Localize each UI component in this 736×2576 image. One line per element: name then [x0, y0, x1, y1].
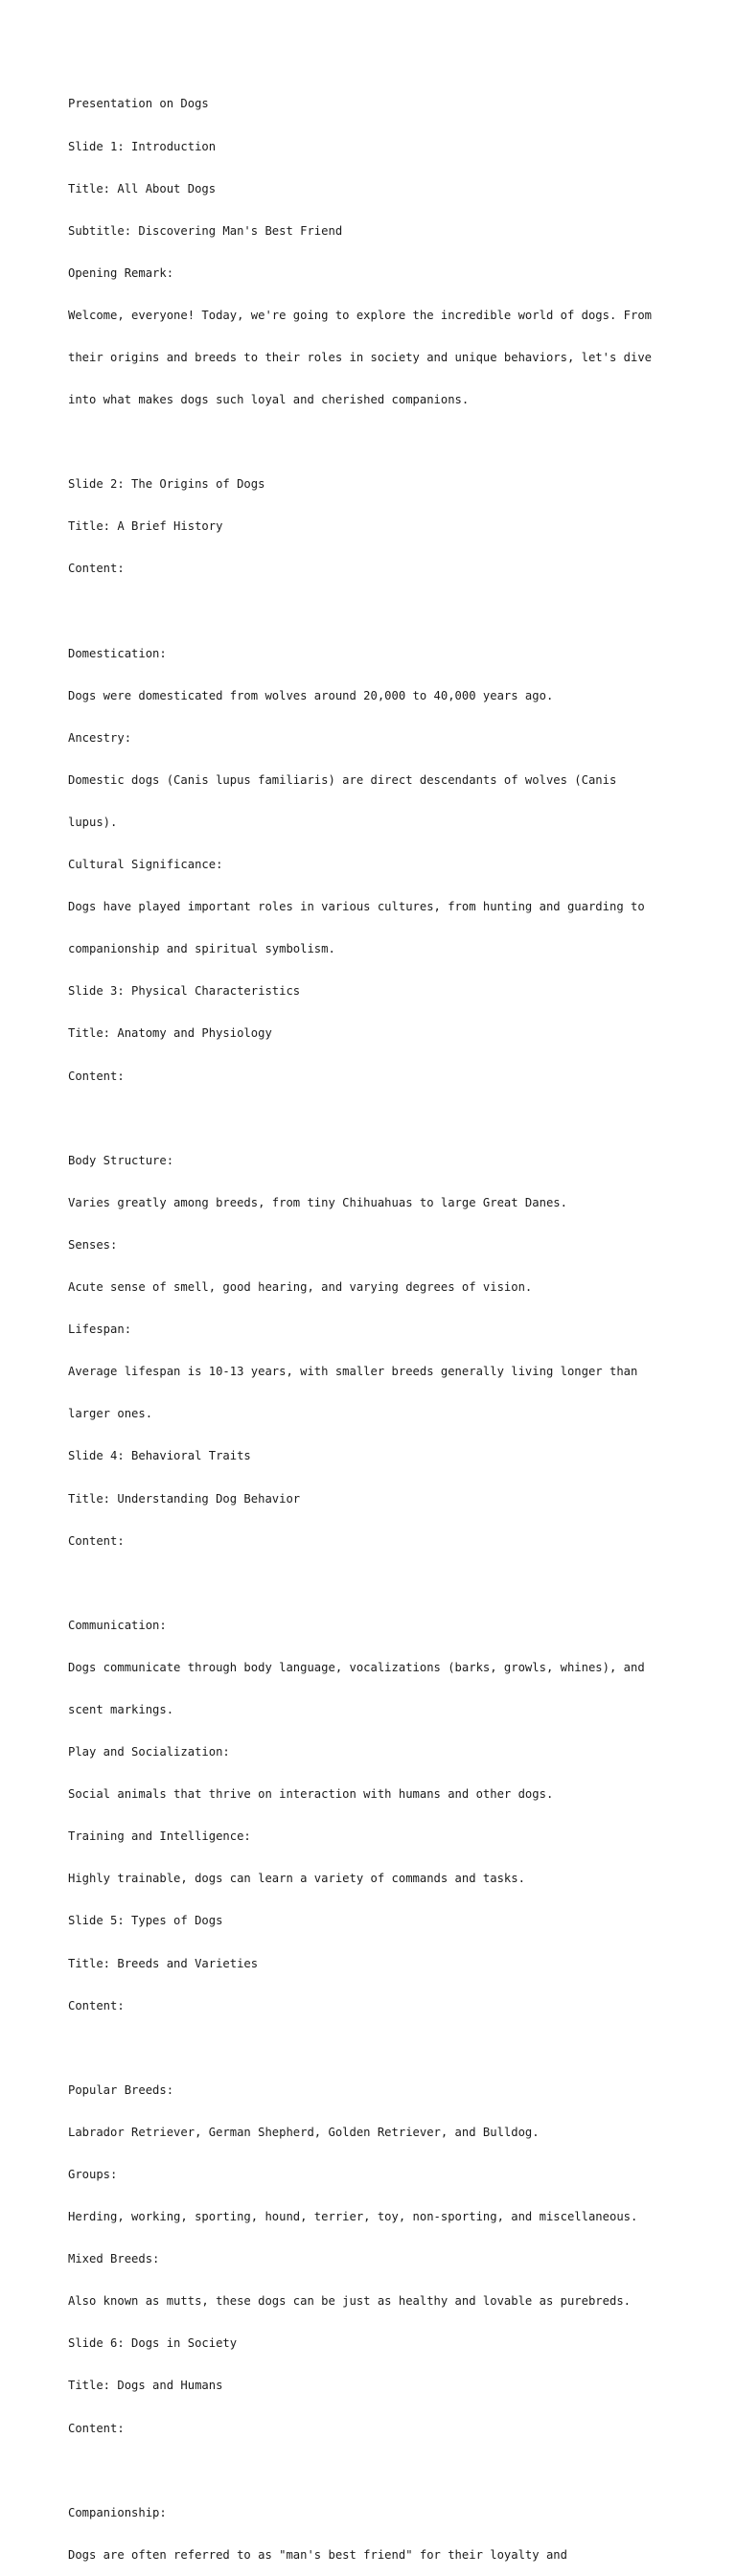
section-label: Communication: — [68, 1618, 167, 1632]
section-label: Content: — [68, 1998, 125, 2012]
text-line: scent markings. — [68, 1702, 174, 1716]
slide-title: Title: A Brief History — [68, 519, 223, 534]
section-label: Training and Intelligence: — [68, 1829, 251, 1844]
blank-line — [68, 2464, 681, 2478]
text-line: companionship and spiritual symbolism. — [68, 942, 335, 956]
text-line: Dogs are often referred to as "man's best friend" for their loyalty and — [68, 2547, 567, 2562]
slide-heading: Slide 1: Introduction — [68, 139, 217, 153]
slide-subtitle: Subtitle: Discovering Man's Best Friend — [68, 223, 343, 238]
text-line: Dogs communicate through body language, vocalizations (barks, growls, whines), and — [68, 1660, 645, 1674]
text-line: lupus). — [68, 816, 118, 829]
slide-heading: Slide 6: Dogs in Society — [68, 2336, 238, 2351]
blank-line — [68, 1576, 681, 1591]
section-label: Body Structure: — [68, 1153, 174, 1167]
blank-line — [68, 1112, 681, 1126]
text-line: Dogs have played important roles in various cultures, from hunting and guarding to — [68, 900, 645, 914]
text-line: Also known as mutts, these dogs can be just as healthy and lovable as purebreds. — [68, 2294, 631, 2309]
section-label: Opening Remark: — [68, 265, 174, 280]
text-line: larger ones. — [68, 1407, 153, 1421]
section-label: Content: — [68, 1533, 125, 1548]
text-line: Varies greatly among breeds, from tiny Chihuahuas to large Great Danes. — [68, 1195, 567, 1209]
slide-heading: Slide 2: The Origins of Dogs — [68, 477, 265, 492]
text-line: Herding, working, sporting, hound, terrier, toy, non-sporting, and miscellaneous. — [68, 2210, 638, 2224]
slide-title: Title: All About Dogs — [68, 181, 217, 196]
document-page — [68, 69, 681, 2576]
text-line: Labrador Retriever, German Shepherd, Golden Retriever, and Bulldog. — [68, 2125, 540, 2139]
text-line: Dogs were domesticated from wolves around 20,000 to 40,000 years ago. — [68, 688, 554, 702]
text-line: Social animals that thrive on interaction with humans and other dogs. — [68, 1787, 554, 1802]
section-label: Companionship: — [68, 2505, 167, 2519]
text-line: into what makes dogs such loyal and cherished companions. — [68, 393, 470, 407]
section-label: Groups: — [68, 2168, 118, 2181]
section-label: Popular Breeds: — [68, 2082, 174, 2097]
section-label: Senses: — [68, 1237, 118, 1252]
blank-line — [68, 605, 681, 619]
section-label: Content: — [68, 1069, 125, 1083]
section-label: Content: — [68, 2421, 125, 2435]
section-label: Cultural Significance: — [68, 858, 223, 872]
text-line: Welcome, everyone! Today, we're going to explore the incredible world of dogs. From — [68, 308, 653, 322]
slide-title: Title: Understanding Dog Behavior — [68, 1491, 301, 1506]
blank-line — [68, 435, 681, 449]
slide-title: Title: Dogs and Humans — [68, 2379, 223, 2393]
slide-heading: Slide 3: Physical Characteristics — [68, 984, 301, 999]
section-label: Lifespan: — [68, 1322, 132, 1337]
section-label: Ancestry: — [68, 730, 132, 745]
text-line: Highly trainable, dogs can learn a variety of commands and tasks. — [68, 1872, 525, 1886]
slide-heading: Slide 5: Types of Dogs — [68, 1914, 223, 1928]
blank-line — [68, 2041, 681, 2056]
text-line: Acute sense of smell, good hearing, and varying degrees of vision. — [68, 1280, 533, 1295]
text-line: Average lifespan is 10-13 years, with smaller breeds generally living longer than — [68, 1365, 638, 1379]
section-label: Mixed Breeds: — [68, 2252, 160, 2266]
slide-title: Title: Anatomy and Physiology — [68, 1026, 272, 1041]
section-label: Play and Socialization: — [68, 1745, 230, 1760]
section-label: Domestication: — [68, 646, 167, 660]
slide-heading: Slide 4: Behavioral Traits — [68, 1449, 251, 1463]
text-line: Domestic dogs (Canis lupus familiaris) are direct descendants of wolves (Canis — [68, 772, 617, 787]
document-title-line: Presentation on Dogs — [68, 97, 209, 111]
slide-title: Title: Breeds and Varieties — [68, 1956, 259, 1970]
text-line: their origins and breeds to their roles in society and unique behaviors, let's dive — [68, 350, 653, 364]
section-label: Content: — [68, 562, 125, 576]
